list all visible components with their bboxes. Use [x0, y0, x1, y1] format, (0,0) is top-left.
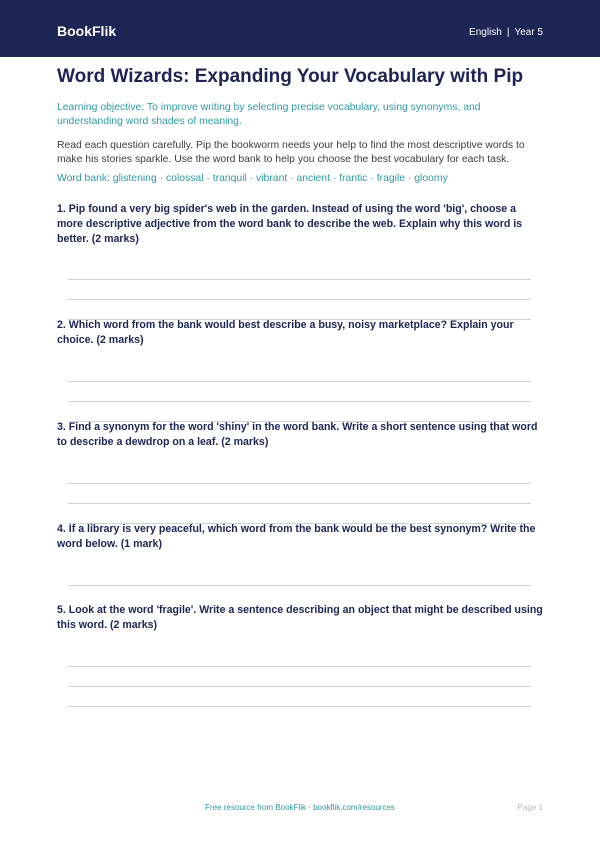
- answer-line[interactable]: [68, 401, 531, 402]
- instructions: Read each question carefully. Pip the bookworm needs your help to find the most descriptive words to make his stories sparkle. Use the word bank to help you choose the best vocabulary for each task.: [57, 140, 525, 165]
- answer-line[interactable]: [68, 686, 531, 687]
- worksheet-title: Word Wizards: Expanding Your Vocabulary with Pip: [57, 66, 524, 87]
- separator: |: [506, 27, 510, 38]
- word-bank: Word bank: glistening · colossal · tranquil · vibrant · ancient · frantic · fragile · gloomy: [57, 173, 448, 184]
- answer-line[interactable]: [68, 299, 531, 300]
- brand-logo-text: BookFlik: [57, 23, 117, 39]
- year-label: Year 5: [514, 27, 543, 38]
- answer-line[interactable]: [68, 666, 531, 667]
- question-5: 5. Look at the word 'fragile'. Write a sentence describing an object that might be described using this word. (2 marks): [57, 604, 543, 631]
- learning-objective: Learning objective: To improve writing by selecting precise vocabulary, using synonyms, and understanding word shades of meaning.: [57, 102, 481, 127]
- answer-line[interactable]: [68, 483, 531, 484]
- answer-line[interactable]: [68, 706, 531, 707]
- answer-line[interactable]: [68, 503, 531, 504]
- page-header: [0, 0, 600, 57]
- question-2: 2. Which word from the bank would best describe a busy, noisy marketplace? Explain your choice. (2 marks): [57, 319, 514, 346]
- answer-line[interactable]: [68, 381, 531, 382]
- subject-label: English: [469, 27, 502, 38]
- subject-year-label: [469, 27, 543, 38]
- question-4: 4. If a library is very peaceful, which word from the bank would be the best synonym? Write the word below. (1 mark): [57, 523, 536, 550]
- answer-line[interactable]: [68, 585, 531, 586]
- answer-line[interactable]: [68, 279, 531, 280]
- question-3: 3. Find a synonym for the word 'shiny' in the word bank. Write a short sentence using that word to describe a dewdrop on a leaf. (2 marks): [57, 421, 538, 448]
- page-number: Page 1: [517, 803, 543, 812]
- footer-credit: Free resource from BookFlik · bookflik.com/resources: [205, 803, 395, 812]
- question-1: 1. Pip found a very big spider's web in the garden. Instead of using the word 'big', choose a more descriptive adjective from the word bank to describe the web. Explain why this word is better. (2 marks): [57, 203, 523, 245]
